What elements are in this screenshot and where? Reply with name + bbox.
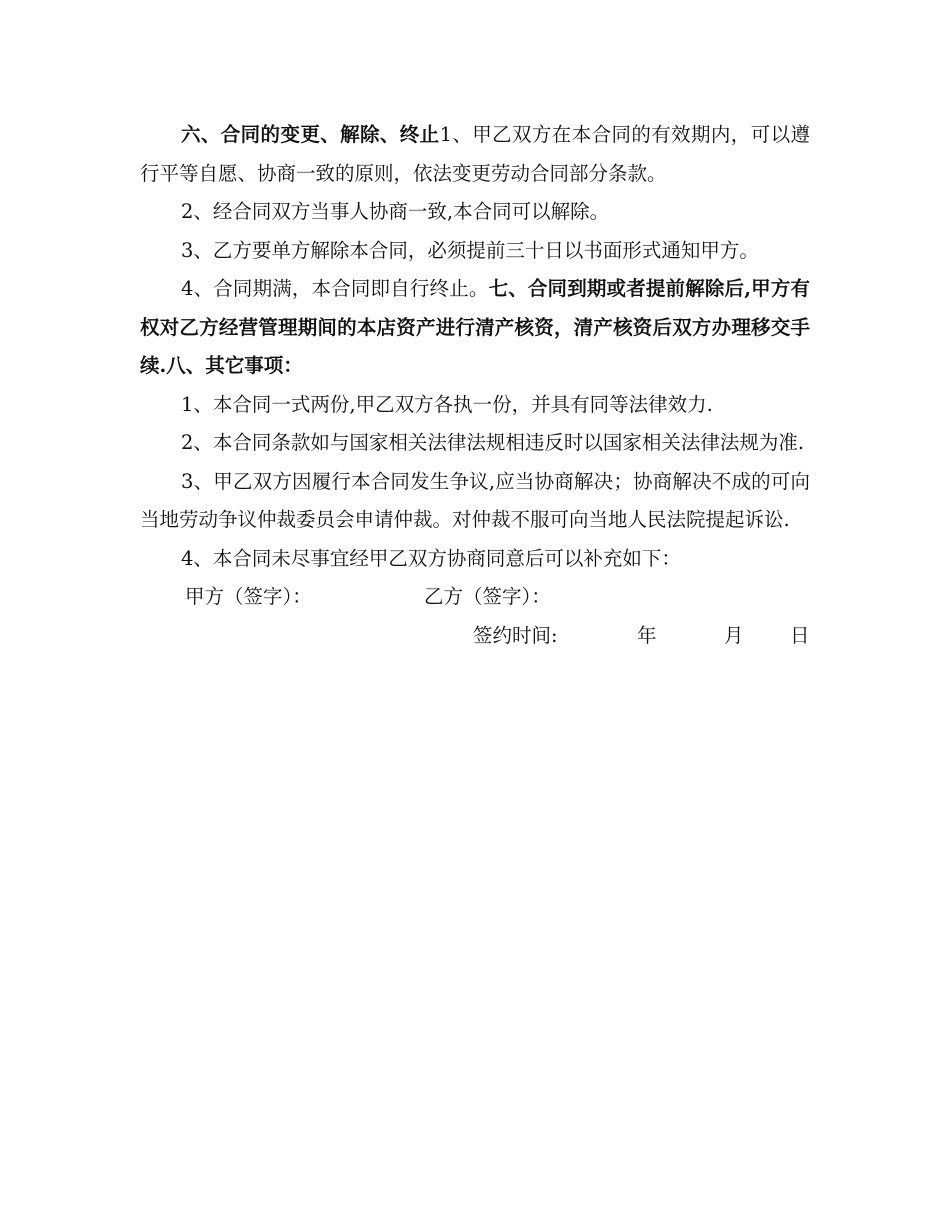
clause-text: 2、经合同双方当事人协商一致,本合同可以解除。 [181,200,610,223]
paragraph-other-2 [140,424,810,463]
paragraph-clause-4-and-seven-eight [140,270,810,386]
clause-text: 1、本合同一式两份,甲乙双方各执一份，并具有同等法律效力. [181,392,713,416]
signing-date-row [140,617,810,656]
date-year-label: 年 [637,623,657,647]
clause-text: 2、本合同条款如与国家相关法律法规相违反时以国家相关法律法规为准. [181,431,805,454]
date-day-label: 日 [790,623,810,647]
clause-text: 4、本合同未尽事宜经甲乙双方协商同意后可以补充如下： [181,546,681,570]
date-month-label: 月 [724,623,744,647]
paragraph-six [140,116,810,193]
clause-text: 4、合同期满，本合同即自行终止。 [181,277,489,300]
signing-date-label: 签约时间: [473,623,558,647]
signature-row [140,578,810,617]
paragraph-other-3 [140,463,810,540]
clause-text: 3、乙方要单方解除本合同，必须提前三十日以书面形式通知甲方。 [181,238,759,262]
clause-text: 1、甲乙双方在本合同的有效期内，可以遵行平等自愿、协商一致的原则，依法变更劳动合同部分条款。 [140,123,810,185]
paragraph-other-1 [140,386,810,425]
clause-text: 3、甲乙双方因履行本合同发生争议,应当协商解决；协商解决不成的可向当地劳动争议仲裁委员会申请仲裁。对仲裁不服可向当地人民法院提起诉讼. [140,469,810,531]
party-b-signature-label: 乙方（签字）： [424,585,551,608]
paragraph-clause-2 [140,193,810,232]
paragraph-clause-3 [140,232,810,271]
contract-body [140,116,810,655]
section-heading-six: 六、合同的变更、解除、终止 [181,123,440,146]
section-heading-seven-eight: 七、合同到期或者提前解除后,甲方有权对乙方经营管理期间的本店资产进行清产核资，清产核资后双方办理移交手续.八、其它事项： [140,277,810,377]
party-a-signature-label: 甲方（签字）： [185,585,312,608]
paragraph-other-4 [140,540,810,579]
